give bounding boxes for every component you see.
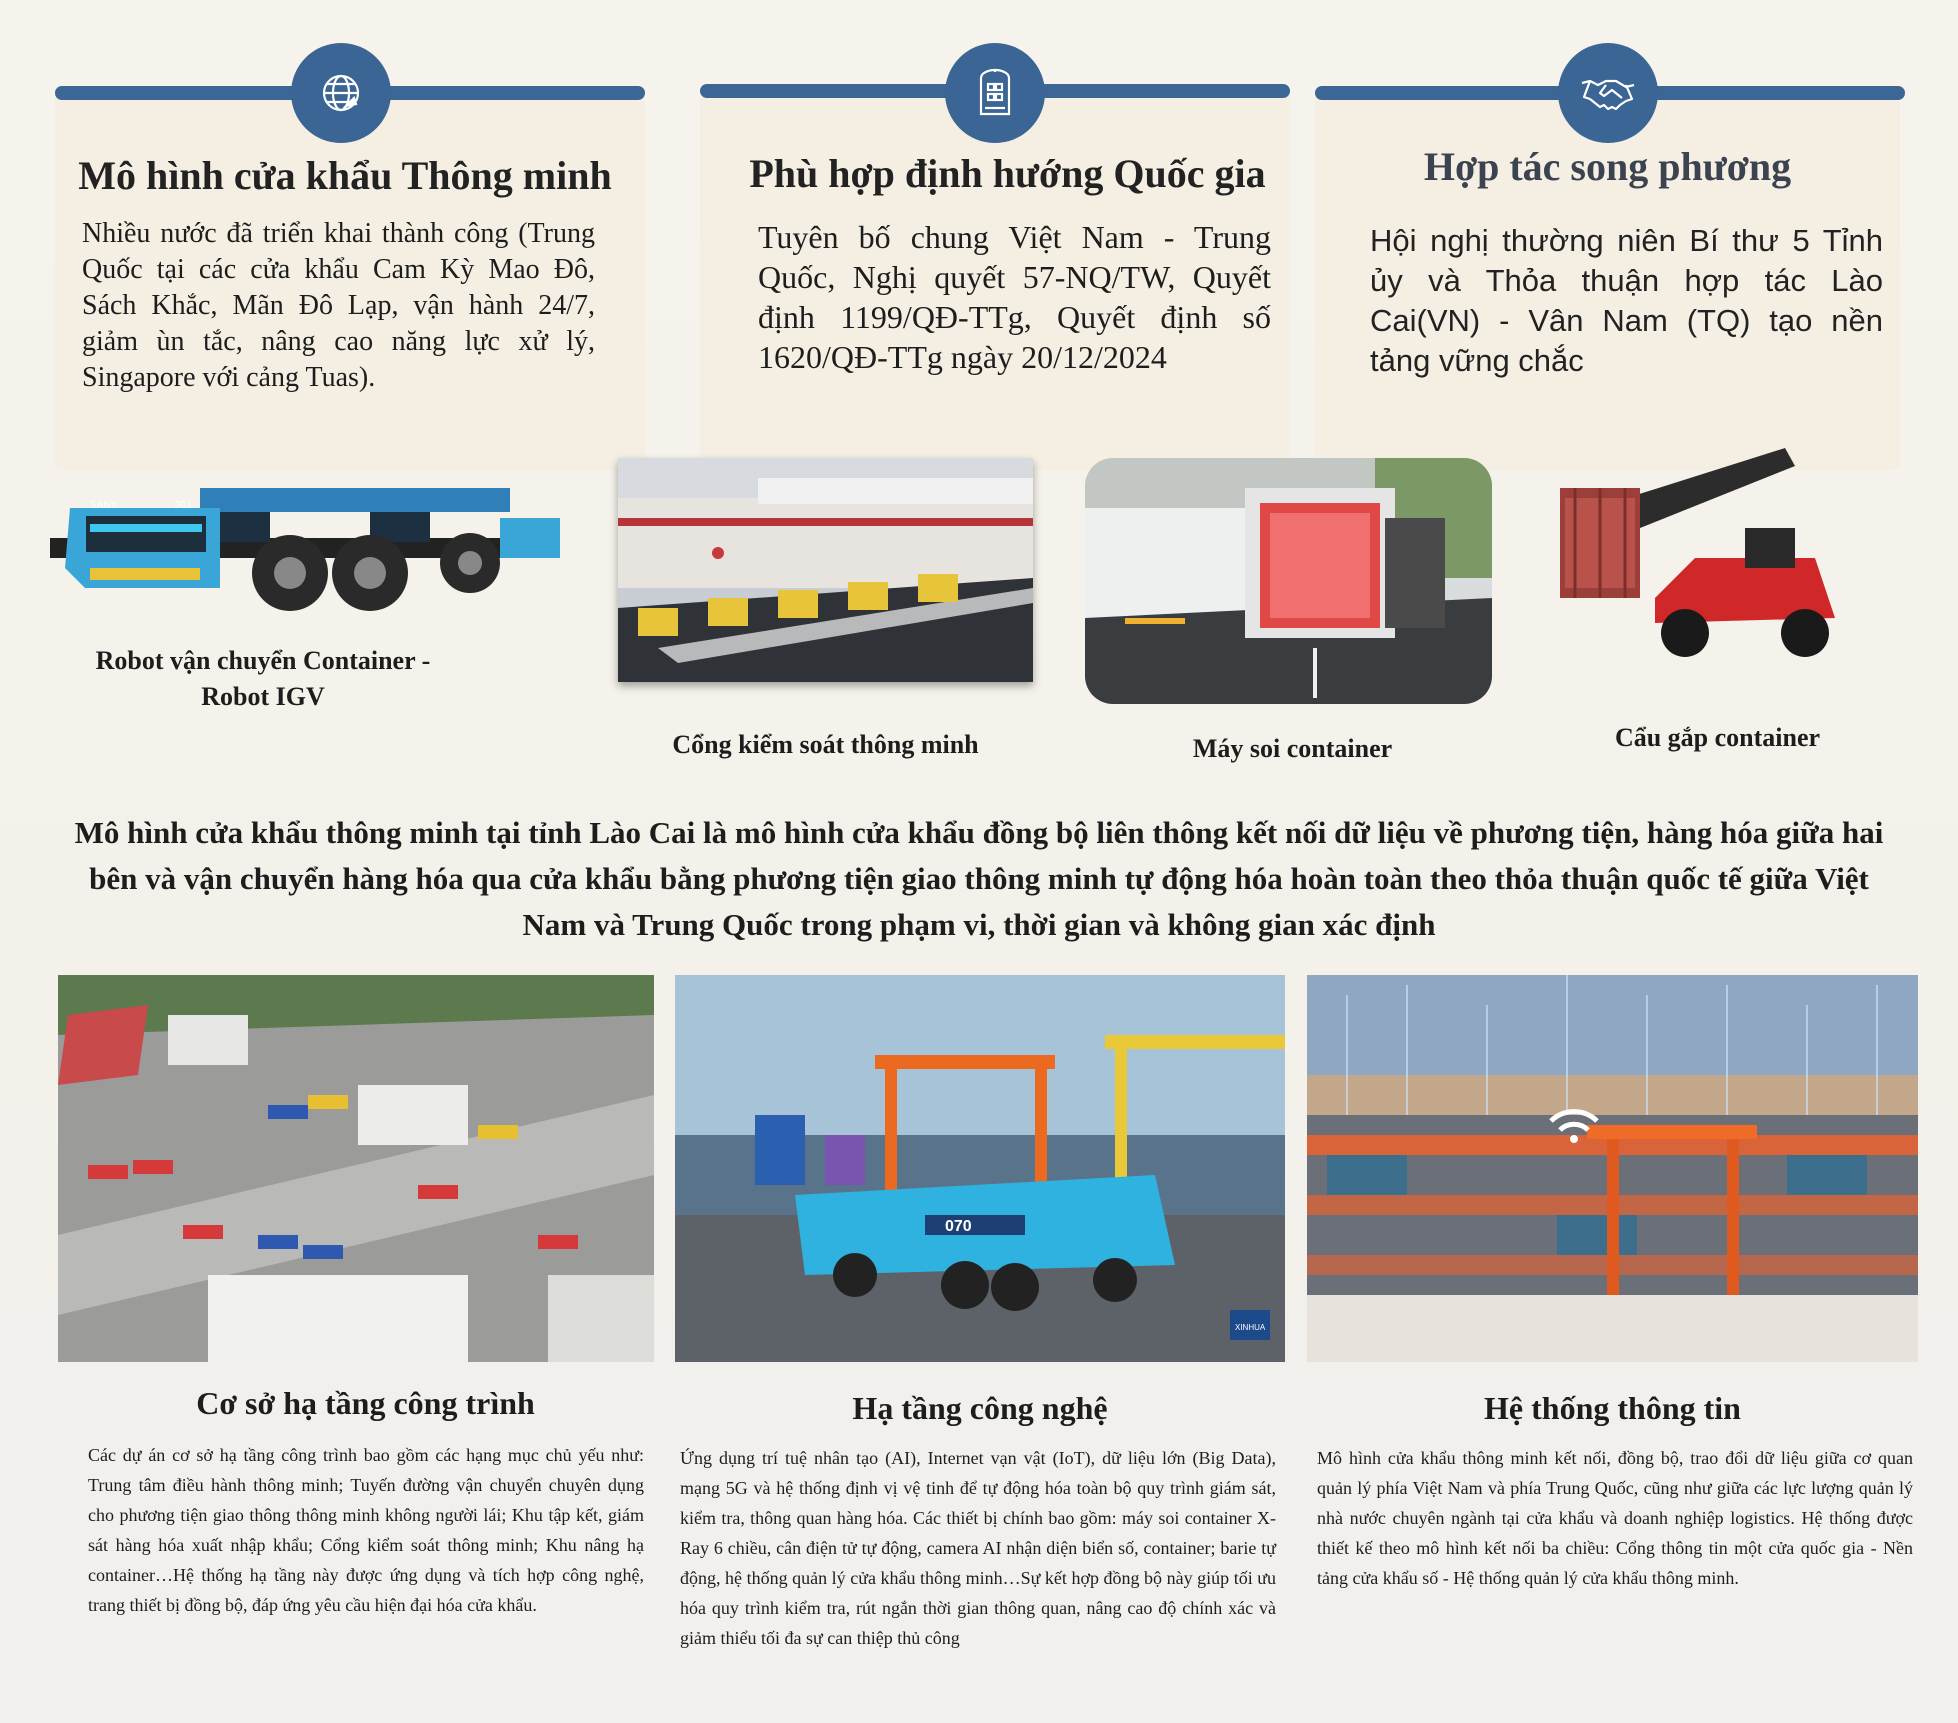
- caption-container-scanner: Máy soi container: [1192, 734, 1393, 763]
- section-text-technology: Ứng dụng trí tuệ nhân tạo (AI), Internet vạn vật (IoT), dữ liệu lớn (Big Data), mạng 5G và hệ thống định vị vệ tinh để tự động hóa toàn bộ quy trình giám sát, kiểm tra, thông quan hàng hóa. Các thiết bị chính bao gồm: máy soi container X-Ray 6 chiều, cân điện tử tự động, camera AI nhận diện biển số, container; barie tự động, hệ thống quản lý cửa khẩu thông minh…Sự kết hợp đồng bộ này giúp tối ưu hóa quy trình kiểm tra, rút ngắn thời gian thông quan, nâng cao độ chính xác và giảm thiểu tối đa sự can thiệp thủ công: [680, 1448, 1276, 1648]
- container-scanner-image: [1085, 458, 1492, 704]
- xinhua-watermark: XINHUA: [1235, 1323, 1266, 1332]
- section-title-information-system: Hệ thống thông tin: [1484, 1390, 1741, 1426]
- section-title-technology: Hạ tầng công nghệ: [852, 1390, 1108, 1426]
- robot-igv-image: [50, 478, 565, 620]
- card-text-national-orientation: Tuyên bố chung Việt Nam - Trung Quốc, Nghị quyết 57-NQ/TW, Quyết định 1199/QĐ-TTg, Quyết định số 1620/QĐ-TTg ngày 20/12/2024: [758, 219, 1271, 375]
- vehicle-number-label: 070: [945, 1218, 972, 1235]
- card-text-bilateral-cooperation: Hội nghị thường niên Bí thư 5 Tỉnh ủy và Thỏa thuận hợp tác Lào Cai(VN) - Vân Nam (TQ) tạo nền tảng vững chắc: [1370, 223, 1883, 378]
- card-title-national-orientation: Phù hợp định hướng Quốc gia: [749, 151, 1266, 196]
- section-title-infrastructure: Cơ sở hạ tầng công trình: [196, 1385, 535, 1421]
- main-statement: Mô hình cửa khẩu thông minh tại tỉnh Lào Cai là mô hình cửa khẩu đồng bộ liên thông kết nối dữ liệu về phương tiện, hàng hóa giữa hai bên và vận chuyển hàng hóa qua cửa khẩu bằng phương tiện giao thông minh tự động hóa hoàn toàn theo thỏa thuận quốc tế giữa Việt Nam và Trung Quốc trong phạm vi, thời gian và không gian xác định: [74, 815, 1884, 942]
- handshake-icon: [1558, 43, 1658, 143]
- section-text-information-system: Mô hình cửa khẩu thông minh kết nối, đồng bộ, trao đổi dữ liệu giữa cơ quan quản lý phía Việt Nam và phía Trung Quốc, cũng như giữa các lực lượng quản lý nhà nước chuyên ngành tại cửa khẩu và doanh nghiệp logistics. Hệ thống được thiết kế theo mô hình kết nối ba chiều: Cổng thông tin một cửa quốc gia - Nền tảng cửa khẩu số - Hệ thống quản lý cửa khẩu thông minh.: [1317, 1448, 1913, 1588]
- card-text-smart-border: Nhiều nước đã triển khai thành công (Trung Quốc tại các cửa khẩu Cam Kỳ Mao Đô, Sách Khắc, Mãn Đô Lạp, vận hành 24/7, giảm ùn tắc, nâng cao năng lực xử lý, Singapore với cảng Tuas).: [82, 218, 595, 393]
- caption-smart-gate: Cổng kiểm soát thông minh: [672, 730, 979, 759]
- robot-number-label: 001: [175, 500, 192, 511]
- robot-brand-label: SANY: [90, 500, 118, 511]
- technology-image: [675, 975, 1285, 1362]
- section-text-infrastructure: Các dự án cơ sở hạ tầng công trình bao gồm các hạng mục chủ yếu như: Trung tâm điều hành thông minh; Tuyến đường vận chuyển chuyên dụng cho phương tiện giao thông thông minh không người lái; Khu tập kết, giám sát hàng hóa xuất nhập khẩu; Cổng kiểm soát thông minh; Khu nâng hạ container…Hệ thống hạ tầng này được ứng dụng và tích hợp công nghệ, trang thiết bị đồng bộ, đáp ứng yêu cầu hiện đại hóa cửa khẩu.: [88, 1445, 644, 1615]
- card-title-bilateral-cooperation: Hợp tác song phương: [1423, 144, 1792, 189]
- card-title-smart-border: Mô hình cửa khẩu Thông minh: [78, 153, 612, 198]
- smart-gate-image: [618, 458, 1033, 682]
- document-icon: [945, 43, 1045, 143]
- information-system-image: [1307, 975, 1918, 1362]
- infrastructure-image: [58, 975, 654, 1362]
- globe-icon: [291, 43, 391, 143]
- caption-robot-igv: Robot vận chuyển Container - Robot IGV: [95, 646, 431, 711]
- caption-reach-stacker: Cẩu gắp container: [1614, 723, 1821, 752]
- reach-stacker-image: [1555, 448, 1845, 668]
